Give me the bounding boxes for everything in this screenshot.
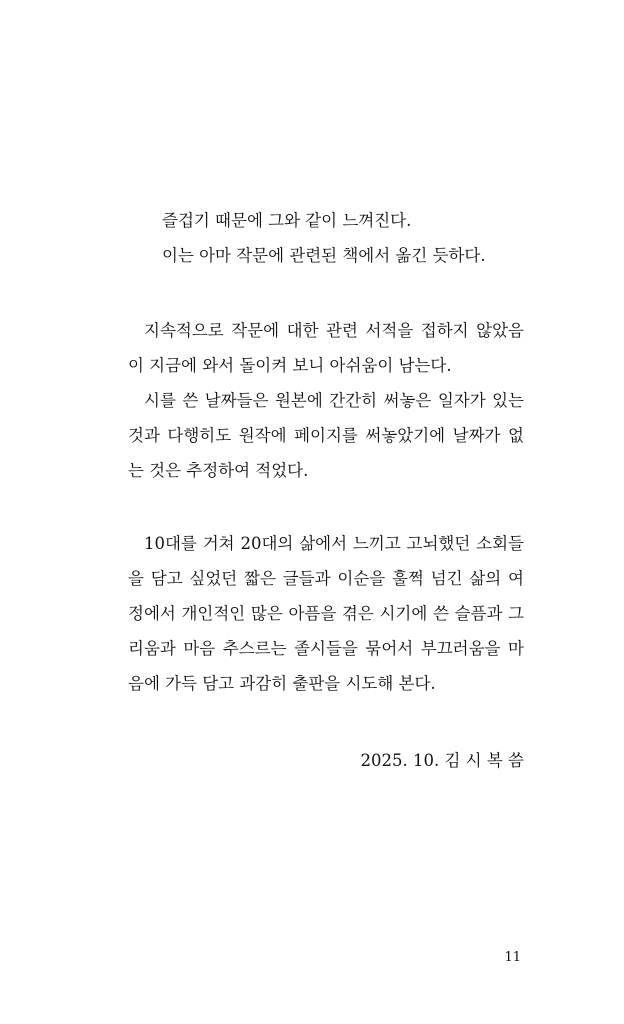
text-line: 즐겁기 때문에 그와 같이 느껴진다. <box>162 211 412 230</box>
paragraph-publication-note <box>128 526 524 701</box>
text-line: 지속적으로 작문에 대한 관련 서적을 접하지 않았음 <box>144 321 524 340</box>
text-line: 이는 아마 작문에 관련된 책에서 옮긴 듯하다. <box>162 246 486 265</box>
paragraph-continuation <box>128 203 524 273</box>
page-number: 11 <box>504 950 521 965</box>
paragraph-reading-reflection <box>128 313 524 488</box>
text-line: 것과 다행히도 원작에 페이지를 써놓았기에 날짜가 없 <box>128 426 524 445</box>
text-line: 시를 쓴 날짜들은 원본에 간간히 써놓은 일자가 있는 <box>144 391 524 410</box>
text-line: 음에 가득 담고 과감히 출판을 시도해 본다. <box>128 674 436 693</box>
text-line: 을 담고 싶었던 짧은 글들과 이순을 훌쩍 넘긴 삶의 여 <box>128 569 524 588</box>
author-signature: 2025. 10. 김 시 복 씀 <box>360 751 524 770</box>
text-line: 리움과 마음 추스르는 졸시들을 묶어서 부끄러움을 마 <box>128 639 524 658</box>
text-line: 정에서 개인적인 많은 아픔을 겪은 시기에 쓴 슬픔과 그 <box>128 604 524 623</box>
text-line: 는 것은 추정하여 적었다. <box>128 461 309 480</box>
text-line: 10대를 거쳐 20대의 삶에서 느끼고 고뇌했던 소회들 <box>144 534 524 553</box>
text-line: 이 지금에 와서 돌이켜 보니 아쉬움이 남는다. <box>128 356 452 375</box>
